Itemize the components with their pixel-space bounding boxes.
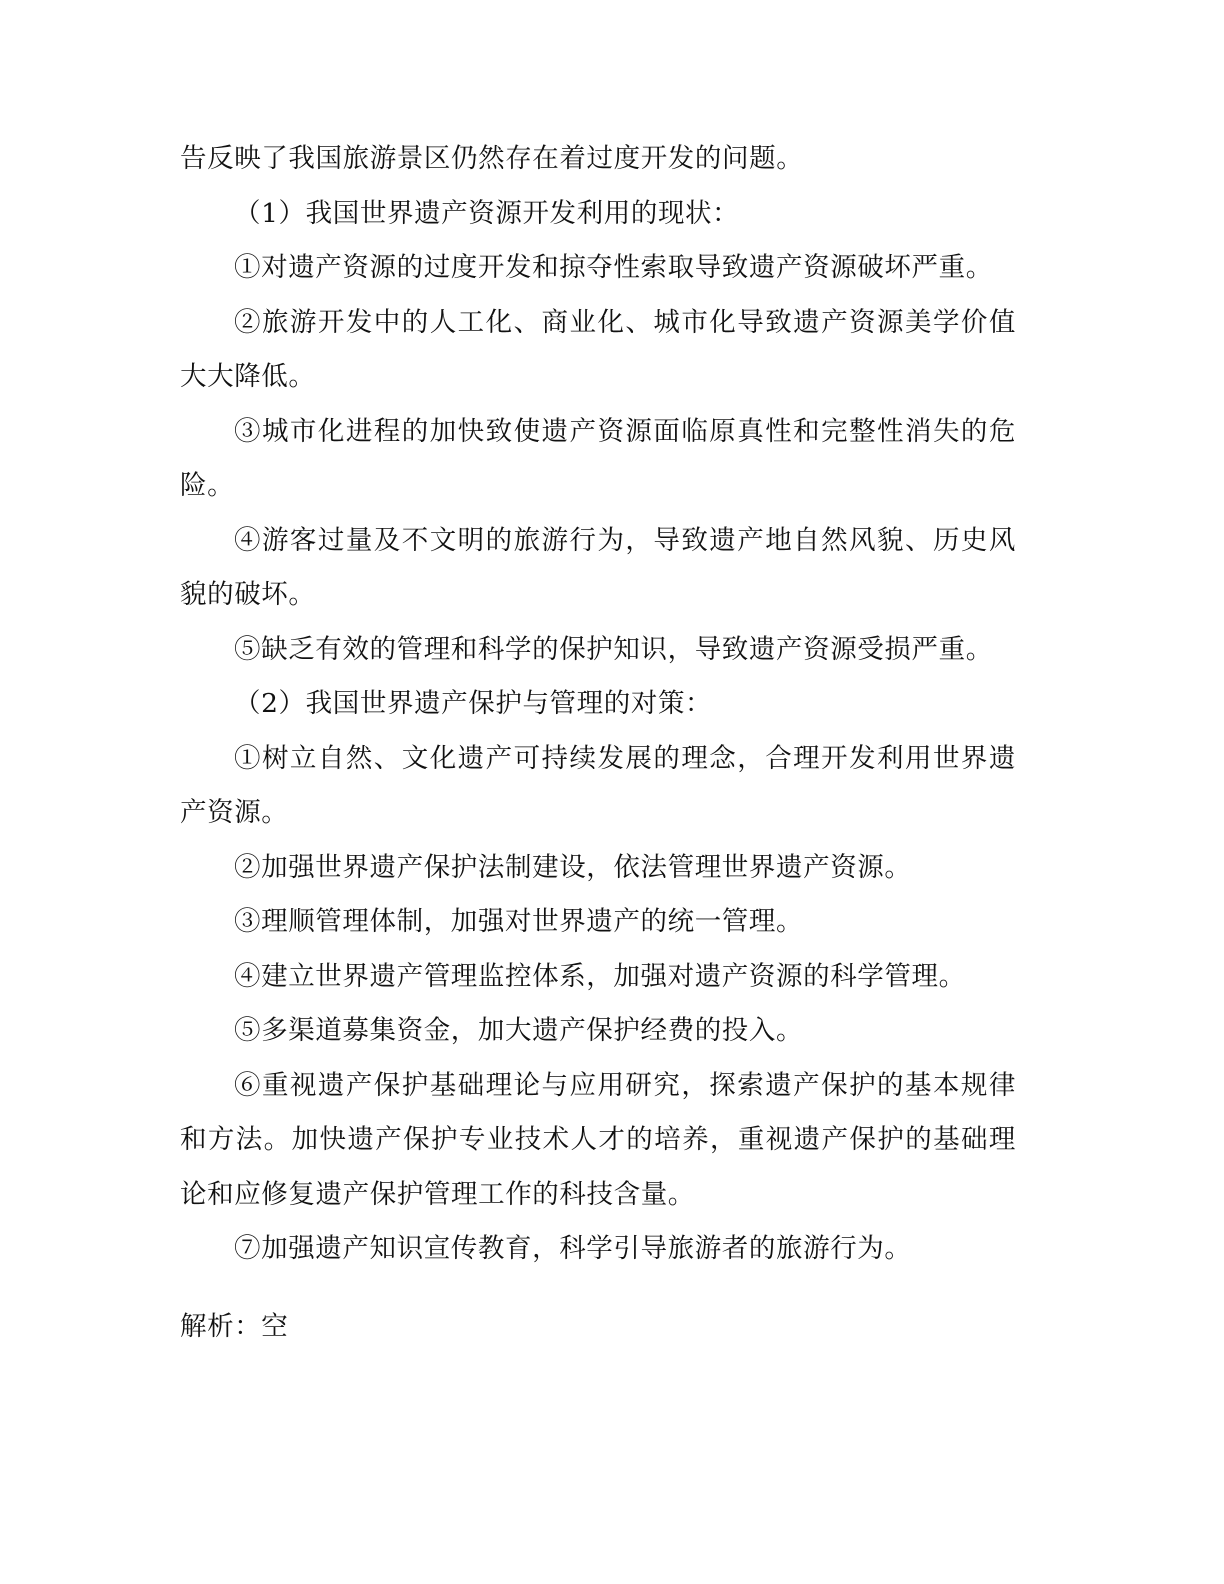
measure-item-2: ②加强世界遗产保护法制建设，依法管理世界遗产资源。 (234, 851, 912, 883)
measure-item-3: ③理顺管理体制，加强对世界遗产的统一管理。 (234, 906, 804, 937)
status-item-5: ⑤缺乏有效的管理和科学的保护知识，导致遗产资源受损严重。 (234, 633, 993, 665)
status-item-1: ①对遗产资源的过度开发和掠夺性索取导致遗产资源破坏严重。 (234, 252, 993, 283)
status-item-2: ②旅游开发中的人工化、商业化、城市化导致遗产资源美学价值大大降低。 (180, 306, 1016, 392)
paragraph-continuation: 告反映了我国旅游景区仍然存在着过度开发的问题。 (180, 143, 804, 174)
section-heading-measures: （2）我国世界遗产保护与管理的对策： (234, 688, 713, 719)
measure-item-7: ⑦加强遗产知识宣传教育，科学引导旅游者的旅游行为。 (234, 1233, 912, 1264)
measure-item-6: ⑥重视遗产保护基础理论与应用研究，探索遗产保护的基本规律和方法。加快遗产保护专业技术人才的培养，重视遗产保护的基础理论和应修复遗产保护管理工作的科技含量。 (180, 1069, 1016, 1210)
analysis-line: 解析：空 (180, 1311, 289, 1342)
status-item-4: ④游客过量及不文明的旅游行为，导致遗产地自然风貌、历史风貌的破坏。 (180, 524, 1016, 610)
measure-item-1: ①树立自然、文化遗产可持续发展的理念，合理开发利用世界遗产资源。 (180, 742, 1016, 828)
measure-item-5: ⑤多渠道募集资金，加大遗产保护经费的投入。 (234, 1015, 804, 1046)
document-body (180, 132, 1016, 1277)
measure-item-4: ④建立世界遗产管理监控体系，加强对遗产资源的科学管理。 (234, 960, 966, 992)
status-item-3: ③城市化进程的加快致使遗产资源面临原真性和完整性消失的危险。 (180, 415, 1016, 501)
section-heading-status: （1）我国世界遗产资源开发利用的现状： (234, 197, 740, 229)
